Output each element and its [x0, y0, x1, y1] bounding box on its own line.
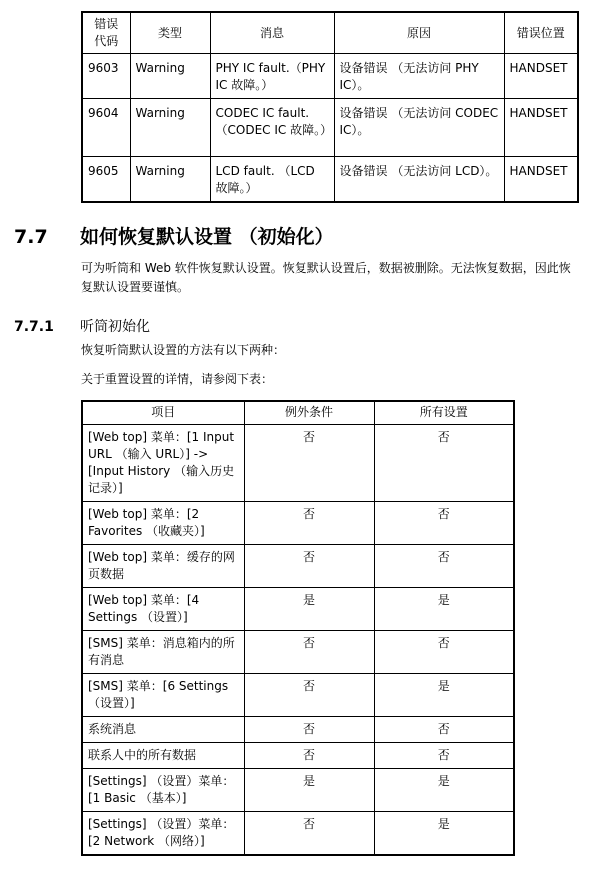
reset-exception: 否 — [244, 743, 374, 769]
table-row — [82, 54, 578, 99]
header-error-code: 错误 代码 — [82, 12, 130, 54]
header-type: 类型 — [130, 12, 210, 54]
table-row — [82, 425, 514, 502]
reset-exception: 是 — [244, 588, 374, 631]
reset-item: [Settings] （设置）菜单：[2 Network （网络）] — [82, 812, 244, 856]
reset-all: 否 — [374, 425, 514, 502]
error-type: Warning — [130, 99, 210, 157]
reset-all: 是 — [374, 674, 514, 717]
error-code: 9603 — [82, 54, 130, 99]
table-row — [82, 588, 514, 631]
section-number: 7.7 — [14, 226, 48, 248]
error-type: Warning — [130, 54, 210, 99]
reset-all: 否 — [374, 545, 514, 588]
reset-item: [Settings] （设置）菜单：[1 Basic （基本）] — [82, 769, 244, 812]
header-message: 消息 — [210, 12, 334, 54]
table-row — [82, 99, 578, 157]
header-item: 项目 — [82, 401, 244, 425]
section-heading — [14, 222, 334, 249]
reset-item: [Web top] 菜单：[4 Settings （设置）] — [82, 588, 244, 631]
error-cause: 设备错误 （无法访问 LCD）。 — [334, 157, 504, 203]
reset-all: 是 — [374, 588, 514, 631]
reset-item: [SMS] 菜单：消息箱内的所有消息 — [82, 631, 244, 674]
section-intro: 可为听筒和 Web 软件恢复默认设置。恢复默认设置后，数据被删除。无法恢复数据，因此恢复默认设置要谨慎。 — [81, 261, 571, 294]
error-message: CODEC IC fault.（CODEC IC 故障。） — [210, 99, 334, 157]
reset-exception: 否 — [244, 717, 374, 743]
table-header-row — [82, 401, 514, 425]
section-title: 如何恢复默认设置 （初始化） — [80, 226, 334, 248]
reset-item: [SMS] 菜单：[6 Settings （设置）] — [82, 674, 244, 717]
error-location: HANDSET — [504, 99, 578, 157]
table-row — [82, 812, 514, 856]
reset-all: 否 — [374, 502, 514, 545]
table-row — [82, 717, 514, 743]
error-message: PHY IC fault.（PHY IC 故障。） — [210, 54, 334, 99]
error-type: Warning — [130, 157, 210, 203]
reset-all: 否 — [374, 631, 514, 674]
subsection-number: 7.7.1 — [14, 319, 54, 335]
table-row — [82, 545, 514, 588]
reset-all: 是 — [374, 769, 514, 812]
reset-exception: 否 — [244, 812, 374, 856]
table-row — [82, 743, 514, 769]
reset-exception: 是 — [244, 769, 374, 812]
reset-exception: 否 — [244, 425, 374, 502]
reset-item: [Web top] 菜单：缓存的网页数据 — [82, 545, 244, 588]
reset-settings-table — [81, 400, 515, 856]
table-row — [82, 769, 514, 812]
table-row — [82, 631, 514, 674]
reset-all: 是 — [374, 812, 514, 856]
subsection-title: 听筒初始化 — [80, 319, 150, 335]
reset-exception: 否 — [244, 674, 374, 717]
reset-item: [Web top] 菜单：[2 Favorites （收藏夹）] — [82, 502, 244, 545]
subsection-heading — [14, 316, 150, 336]
reset-all: 否 — [374, 743, 514, 769]
table-row — [82, 674, 514, 717]
error-cause: 设备错误 （无法访问 PHY IC）。 — [334, 54, 504, 99]
reset-exception: 否 — [244, 631, 374, 674]
reset-item: 系统消息 — [82, 717, 244, 743]
header-cause: 原因 — [334, 12, 504, 54]
reset-item: 联系人中的所有数据 — [82, 743, 244, 769]
error-message: LCD fault. （LCD 故障。） — [210, 157, 334, 203]
header-exception: 例外条件 — [244, 401, 374, 425]
error-code: 9605 — [82, 157, 130, 203]
reset-all: 否 — [374, 717, 514, 743]
subsection-line-2: 关于重置设置的详情，请参阅下表： — [81, 372, 274, 386]
error-cause: 设备错误 （无法访问 CODEC IC）。 — [334, 99, 504, 157]
error-location: HANDSET — [504, 157, 578, 203]
reset-item: [Web top] 菜单：[1 Input URL （输入 URL）] -> [Input History （输入历史记录）] — [82, 425, 244, 502]
header-all-settings: 所有设置 — [374, 401, 514, 425]
table-header-row — [82, 12, 578, 54]
reset-exception: 否 — [244, 502, 374, 545]
reset-exception: 否 — [244, 545, 374, 588]
subsection-line-1: 恢复听筒默认设置的方法有以下两种： — [81, 343, 286, 357]
error-code-table — [81, 11, 579, 203]
header-location: 错误位置 — [504, 12, 578, 54]
table-row — [82, 157, 578, 203]
error-location: HANDSET — [504, 54, 578, 99]
error-code: 9604 — [82, 99, 130, 157]
table-row — [82, 502, 514, 545]
